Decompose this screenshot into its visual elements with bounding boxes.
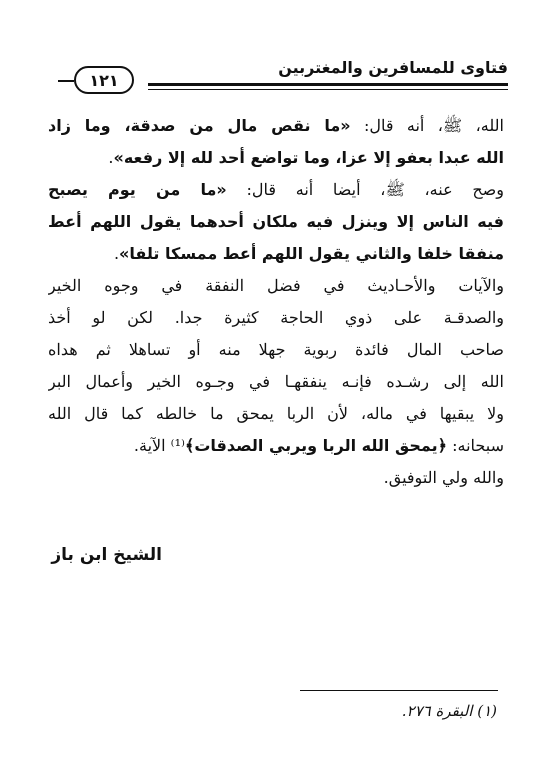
text-line [48,366,504,398]
text-span: ولا يبقيها في ماله، لأن الربا يمحق ما خالطه كما قال الله [48,404,504,423]
text-span: الله، ﷺ، أنه قال: [350,116,504,135]
footnote-rule [300,690,498,691]
header-rule-left [58,80,74,82]
text-span: ⁽¹⁾ الآية. [133,436,185,455]
quoted-text: «ما نقص مال من صدقة، وما زاد [48,116,351,135]
quoted-text: ﴿يمحق الله الربا ويربي الصدقات﴾ [184,436,448,455]
text-line [48,430,504,462]
text-span: . [108,148,114,167]
text-line [48,206,504,238]
text-span: الله إلى رشـده فإنـه ينفقهـا في وجـوه الخير وأعمال البر [48,372,504,391]
text-line [48,302,504,334]
text-span: والله ولي التوفيق. [383,468,504,487]
text-span: وصح عنه، ﷺ، أيضا أنه قال: [226,180,504,199]
text-line [48,462,504,494]
text-span: والصدقـة على ذوي الحاجة كثيرة جدا. لكن لو أخذ [48,308,504,327]
quoted-text: الله عبدا بعفو إلا عزا، وما تواضع أحد لله إلا رفعه» [113,148,504,167]
text-span: صاحب المال فائدة ربوية جهلا منه أو تساهلا ثم هداه [48,340,504,359]
text-span: سبحانه: [447,436,504,455]
header-rule [148,83,508,86]
page-header [58,54,508,94]
text-span: . [113,244,120,263]
running-title: فتاوى للمسافرين والمغتربين [278,58,508,77]
quoted-text: منفقا خلفا والثاني يقول اللهم أعط ممسكا تلفا» [119,244,504,263]
text-line [48,238,504,270]
text-line [48,174,504,206]
text-span: والآيات والأحـاديث في فضل النفقة في وجوه الخير [48,276,504,295]
text-line [48,142,504,174]
signature: الشيخ ابن باز [51,545,162,565]
text-line [48,398,504,430]
text-line [48,334,504,366]
text-line [48,110,504,142]
quoted-text: «ما من يوم يصبح [48,180,227,199]
header-rule-thin [148,89,508,90]
body-text [48,110,504,494]
footnote: (١) البقرة ٢٧٦. [401,702,497,720]
page-number: ١٢١ [74,66,134,94]
quoted-text: فيه الناس إلا وينزل فيه ملكان أحدهما يقول اللهم أعط [48,212,504,231]
text-line [48,270,504,302]
